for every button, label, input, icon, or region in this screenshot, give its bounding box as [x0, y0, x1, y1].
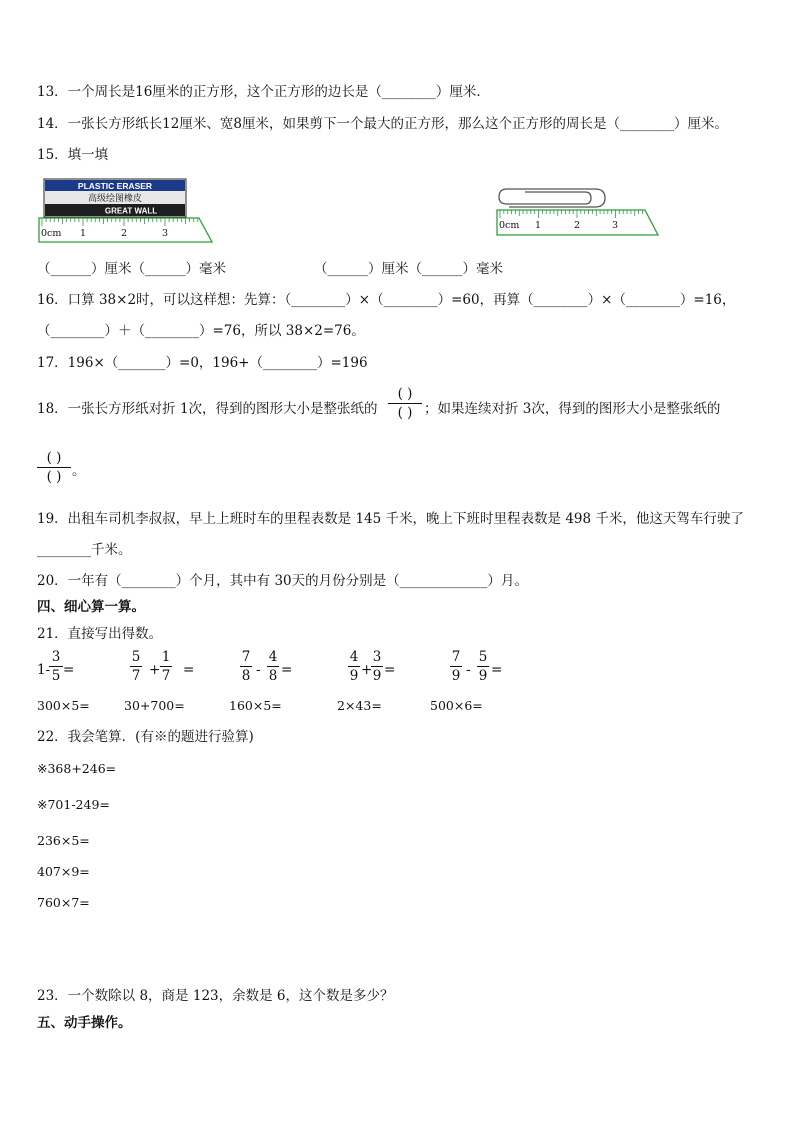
- q21-e3-op: -: [256, 662, 261, 678]
- question-19-line2: ________千米。: [37, 542, 132, 558]
- q21-e5-op: -: [466, 662, 471, 678]
- q21-e4-eq: =: [384, 662, 396, 678]
- q21-e5-fraction-1: [450, 649, 462, 684]
- q18-period: 。: [72, 463, 86, 479]
- question-15: 15．填一填: [37, 147, 109, 163]
- q18-frac2-den: ( ): [46, 469, 62, 485]
- eraser-text-1: PLASTIC ERASER: [77, 181, 153, 191]
- q21-e2-den1: 7: [131, 668, 141, 684]
- q21-e5-den2: 9: [478, 668, 488, 684]
- q21-e1-fraction: [49, 649, 63, 684]
- q21-e1-eq: =: [63, 662, 75, 678]
- eraser-ruler-figure: [37, 176, 217, 252]
- ruler-left-label-2: 2: [120, 228, 128, 239]
- q21-row2-item: 2×43=: [337, 698, 382, 713]
- ruler-left-label-3: 3: [161, 228, 169, 239]
- q21-e2-eq: =: [183, 662, 195, 678]
- question-13: 13．一个周长是16厘米的正方形，这个正方形的边长是（________）厘米．: [37, 84, 490, 100]
- q21-e3-num2: 4: [268, 649, 278, 665]
- question-17: 17．196×（_______）=0，196+（________）=196: [37, 355, 368, 371]
- question-21: 21．直接写出得数。: [37, 626, 163, 642]
- eraser-text-2: 高级绘图橡皮: [87, 194, 143, 204]
- q22-item: 236×5=: [37, 833, 90, 848]
- q18-frac1-num: ( ): [397, 386, 413, 402]
- q15-answer-left: （______）厘米（______）毫米: [37, 261, 226, 277]
- q21-e5-num1: 7: [451, 649, 461, 665]
- ruler-left-label-0: 0cm: [41, 228, 62, 239]
- q21-e1-num: 3: [51, 649, 61, 665]
- q21-e4-den1: 9: [349, 668, 359, 684]
- eraser-text-3: GREAT WALL: [104, 206, 158, 216]
- q21-e5-eq: =: [491, 662, 503, 678]
- q21-e2-fraction-1: [130, 649, 142, 684]
- ruler-left-label-1: 1: [79, 228, 87, 239]
- q18-fraction-blank-1: [388, 386, 422, 421]
- q21-e3-eq: =: [281, 662, 293, 678]
- q21-e4-op: +: [361, 662, 373, 678]
- question-18-part1: 18．一张长方形纸对折 1次，得到的图形大小是整张纸的: [37, 401, 378, 417]
- q22-item: ※701-249=: [37, 797, 110, 812]
- q21-e5-den1: 9: [451, 668, 461, 684]
- question-23: 23．一个数除以 8，商是 123，余数是 6，这个数是多少？: [37, 988, 394, 1004]
- q21-e4-fraction-2: [371, 649, 383, 684]
- q18-frac2-num: ( ): [46, 450, 62, 466]
- q22-item: 760×7=: [37, 895, 90, 910]
- q22-item: ※368+246=: [37, 761, 117, 776]
- q21-e4-den2: 9: [372, 668, 382, 684]
- q21-e2-num2: 1: [161, 649, 171, 665]
- ruler-right-label-3: 3: [611, 220, 619, 231]
- q21-e4-fraction-1: [348, 649, 360, 684]
- ruler-right-label-1: 1: [534, 220, 542, 231]
- question-16-line2: （________）＋（________）=76，所以 38×2=76。: [37, 323, 365, 339]
- q18-frac1-den: ( ): [397, 405, 413, 421]
- q21-e2-fraction-2: [160, 649, 172, 684]
- q21-e2-op: +: [149, 662, 161, 678]
- paperclip-ruler-figure: [495, 182, 665, 244]
- q15-answer-right: （______）厘米（______）毫米: [314, 261, 503, 277]
- q21-e3-fraction-2: [267, 649, 279, 684]
- question-20: 20．一年有（________）个月，其中有 30天的月份分别是（_____________）月。: [37, 573, 528, 589]
- q21-e4-num2: 3: [372, 649, 382, 665]
- q21-e1-den: 5: [51, 668, 61, 684]
- paperclip-icon: [499, 189, 605, 207]
- q21-e2-den2: 7: [161, 668, 171, 684]
- q18-fraction-blank-2: [37, 450, 71, 485]
- q21-row2-item: 300×5=: [37, 698, 90, 713]
- section-5-heading: 五、动手操作。: [37, 1015, 132, 1031]
- q21-row2-item: 500×6=: [430, 698, 483, 713]
- q21-e5-num2: 5: [478, 649, 488, 665]
- question-19-line1: 19．出租车司机李叔叔，早上上班时车的里程表数是 145 千米，晚上下班时里程表数是 498 千米，他这天驾车行驶了: [37, 511, 744, 527]
- question-14: 14．一张长方形纸长12厘米、宽8厘米，如果剪下一个最大的正方形，那么这个正方形的周长是（________）厘米。: [37, 116, 728, 132]
- ruler-right-label-2: 2: [573, 220, 581, 231]
- q21-e5-fraction-2: [477, 649, 489, 684]
- section-4-heading: 四、细心算一算。: [37, 599, 145, 615]
- q22-item: 407×9=: [37, 864, 90, 879]
- question-22: 22．我会笔算．(有※的题进行验算): [37, 729, 254, 745]
- q21-e3-fraction-1: [240, 649, 252, 684]
- q21-e3-num1: 7: [241, 649, 251, 665]
- q21-row2-item: 30+700=: [124, 698, 185, 713]
- q21-e2-num1: 5: [131, 649, 141, 665]
- q21-e3-den1: 8: [241, 668, 251, 684]
- q21-row2-item: 160×5=: [229, 698, 282, 713]
- q21-e3-den2: 8: [268, 668, 278, 684]
- q21-e1-lead: 1-: [37, 662, 51, 678]
- question-16-line1: 16．口算 38×2时，可以这样想：先算：（________）×（________）=60，再算（________）×（________）=16，: [37, 292, 736, 308]
- ruler-right-label-0: 0cm: [499, 220, 520, 231]
- question-18-part2: ；如果连续对折 3次，得到的图形大小是整张纸的: [424, 401, 721, 417]
- q21-e4-num1: 4: [349, 649, 359, 665]
